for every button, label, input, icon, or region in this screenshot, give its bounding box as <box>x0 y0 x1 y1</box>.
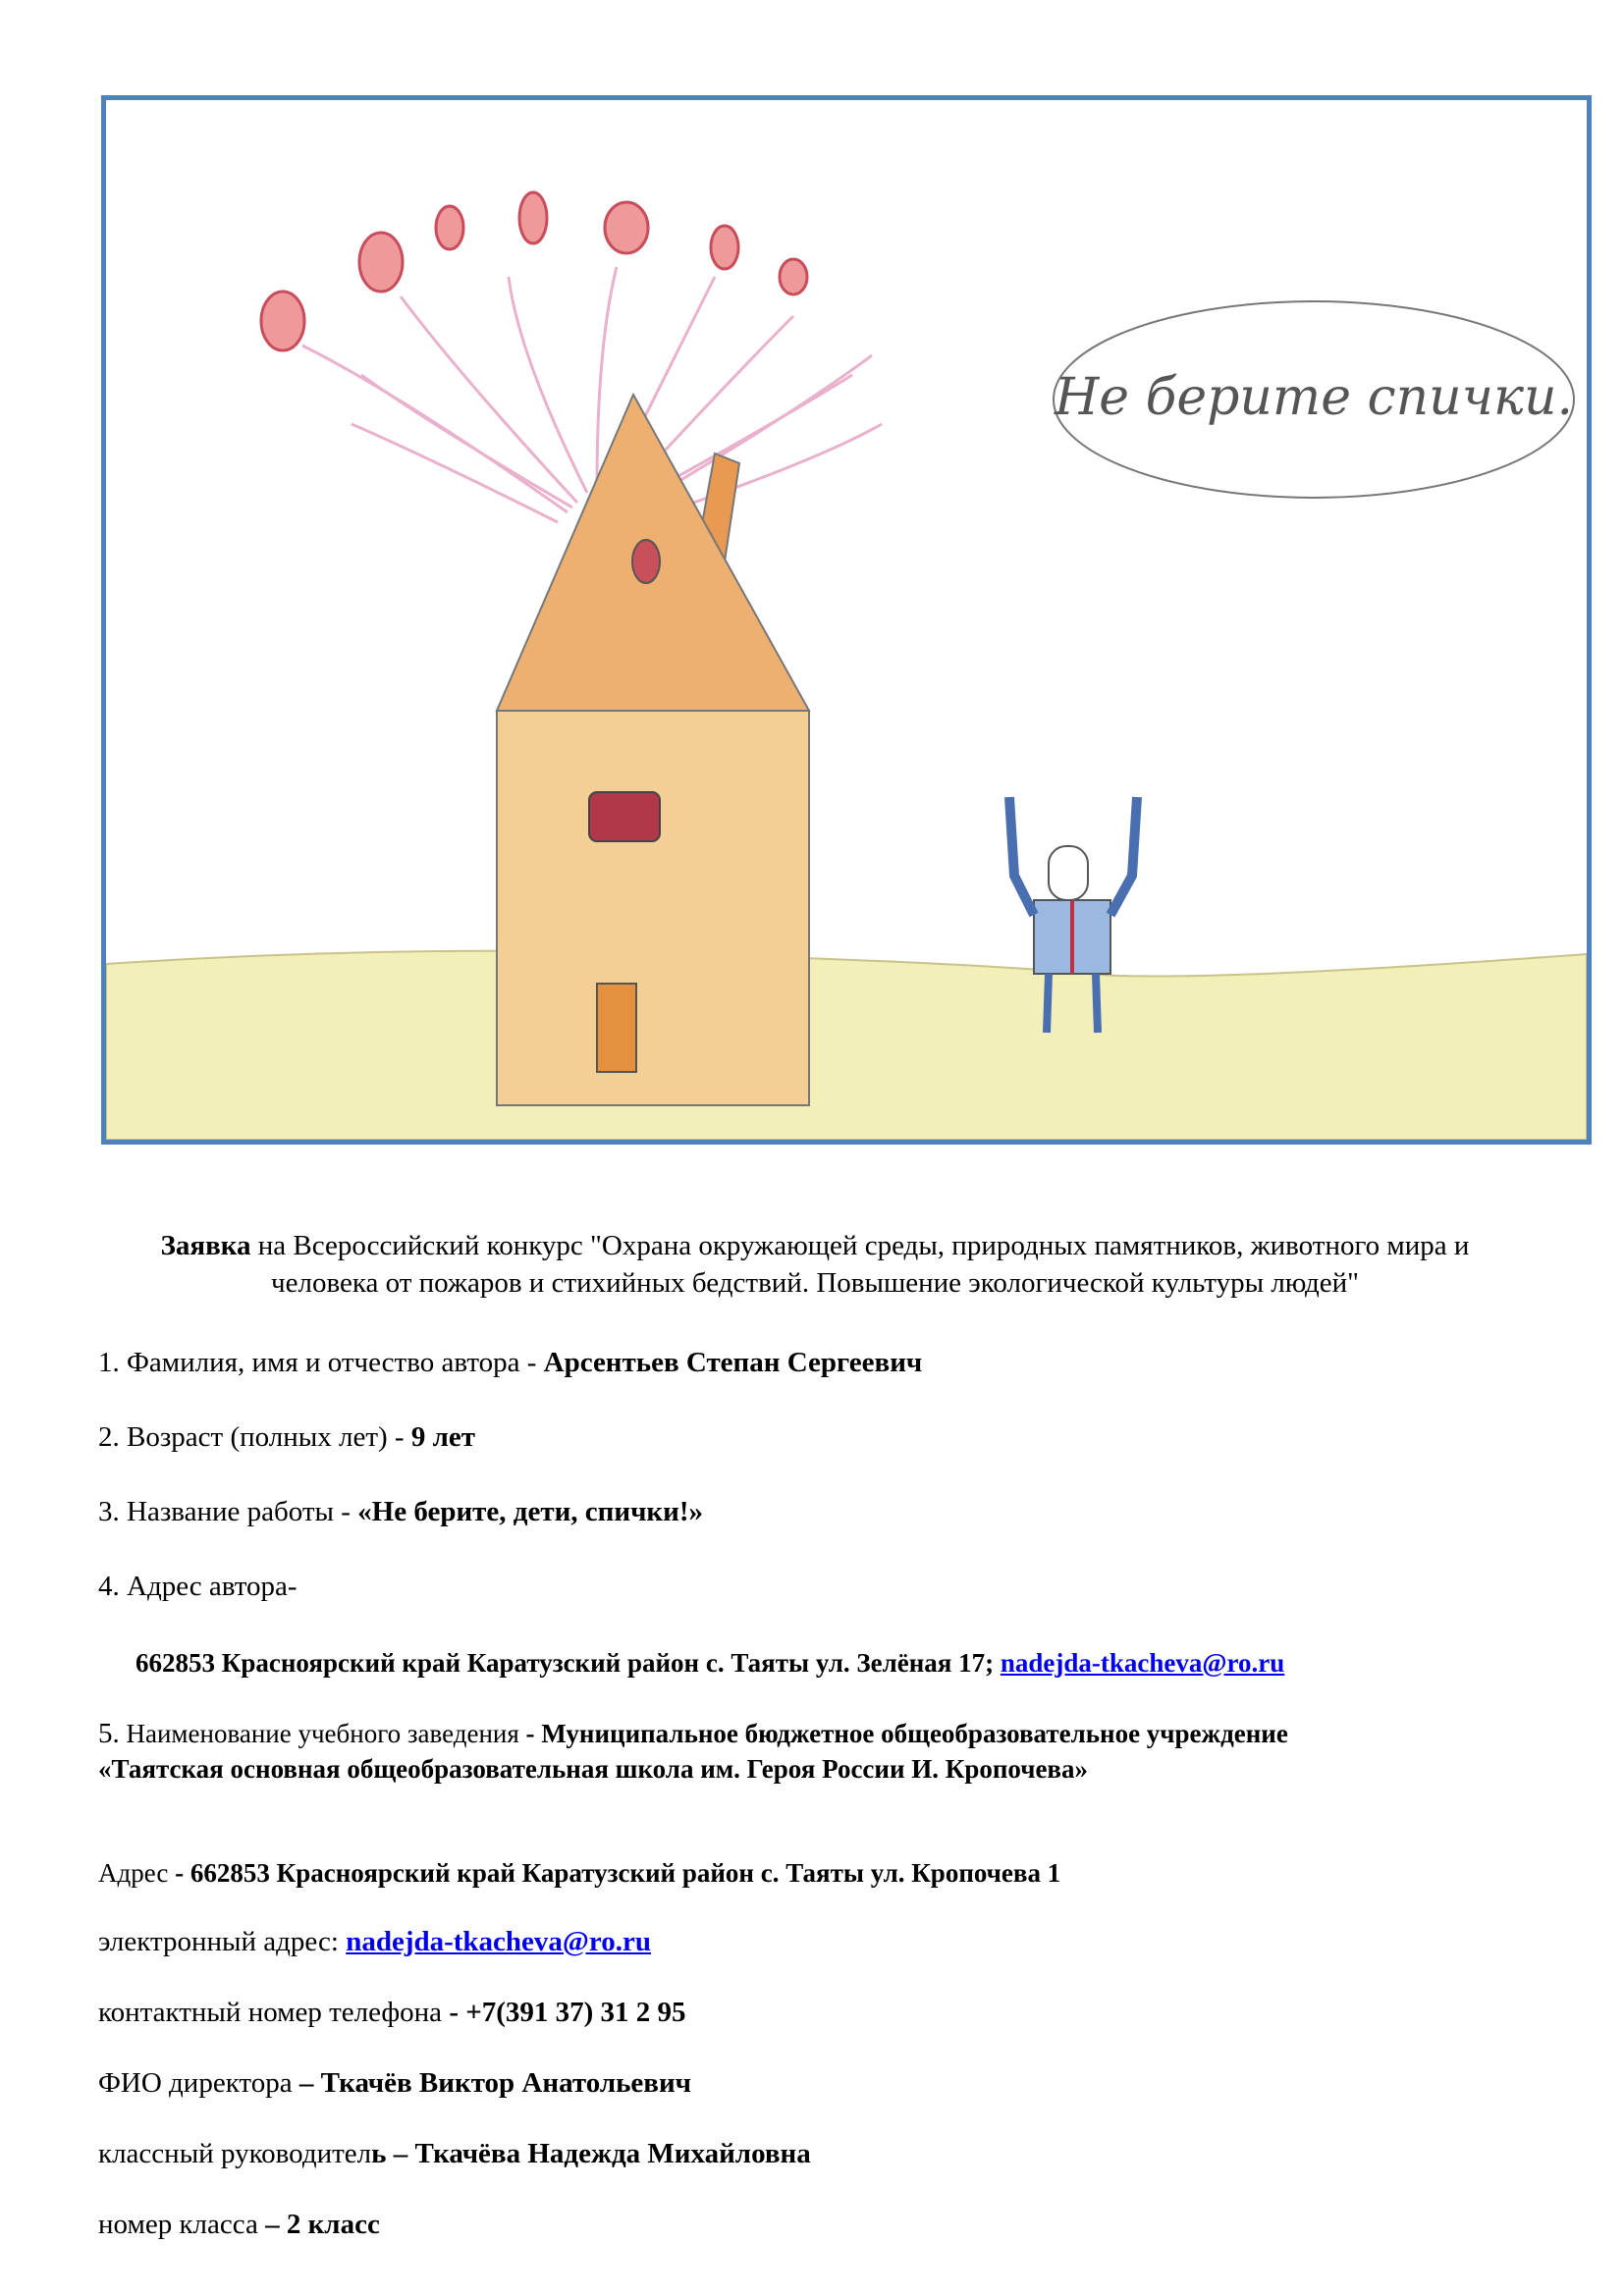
application-intro <box>118 1227 1512 1302</box>
field-value: Арсентьев Степан Сергеевич <box>543 1347 923 1378</box>
house-body <box>497 711 809 1105</box>
class-label: номер класса <box>98 2209 258 2240</box>
class-value: – 2 класс <box>257 2209 380 2240</box>
field-value: 9 лет <box>410 1421 475 1453</box>
field-label: 4. Адрес автора- <box>98 1571 298 1602</box>
author-address-text: 662853 Красноярский край Каратузский район с. Таяты ул. Зелёная 17; <box>135 1648 1001 1678</box>
teacher-value: ь – Ткачёва Надежда Михайловна <box>371 2138 811 2169</box>
intro-bold: Заявка <box>160 1230 251 1261</box>
fire-balls <box>261 192 807 350</box>
phone-value: - +7(391 37) 31 2 95 <box>442 1997 686 2028</box>
drawing-frame <box>101 95 1592 1145</box>
school-address <box>98 1855 1542 1891</box>
house-door <box>597 984 636 1072</box>
field-value: «Не берите, дети, спички!» <box>357 1496 704 1527</box>
author-address <box>135 1645 1579 1681</box>
house-window <box>589 792 660 841</box>
school-value-line1: - Муниципальное бюджетное общеобразовательное учреждение <box>518 1719 1288 1748</box>
ground <box>106 951 1587 1140</box>
field-address <box>98 1569 1542 1604</box>
phone-label: контактный номер телефона <box>98 1997 443 2028</box>
field-age <box>98 1419 1542 1455</box>
director <box>98 2065 1542 2101</box>
address-label: Адрес <box>98 1858 169 1888</box>
roof-window <box>632 540 660 583</box>
address-value: - 662853 Красноярский край Каратузский район с. Таяты ул. Кропочева 1 <box>168 1858 1061 1888</box>
school-block <box>98 1716 1542 1787</box>
field-label: 3. Название работы - <box>98 1496 358 1527</box>
class-teacher <box>98 2136 1542 2171</box>
school-email-link[interactable]: nadejda-tkacheva@ro.ru <box>346 1926 652 1957</box>
school-label: Наименование учебного заведения <box>119 1719 519 1748</box>
field-label: 1. Фамилия, имя и отчество автора - <box>98 1347 544 1378</box>
school-value-line2: «Таятская основная общеобразовательная школа им. Героя России И. Кропочева» <box>98 1754 1089 1784</box>
school-phone <box>98 1995 1542 2030</box>
director-label: ФИО директора <box>98 2067 293 2099</box>
school-email <box>98 1924 1542 1959</box>
school-number: 5. <box>98 1718 120 1749</box>
child-drawing <box>106 100 1587 1140</box>
fire-strokes <box>302 267 882 522</box>
intro-text: на Всероссийский конкурс "Охрана окружающей среды, природных памятников, животного мира и человека от пожаров и стихийных бедствий. Повышение экологической культуры людей" <box>250 1230 1470 1299</box>
email-label: электронный адрес: <box>98 1926 347 1957</box>
field-title <box>98 1494 1542 1529</box>
teacher-label: классный руководител <box>98 2138 372 2169</box>
speech-bubble-text: Не берите спички. <box>1054 368 1574 427</box>
field-label: 2. Возраст (полных лет) - <box>98 1421 411 1453</box>
field-author-name <box>98 1345 1542 1380</box>
class-number <box>98 2207 1542 2242</box>
director-value: – Ткачёв Виктор Анатольевич <box>292 2067 692 2099</box>
author-email-link[interactable]: nadejda-tkacheva@ro.ru <box>1000 1648 1285 1678</box>
